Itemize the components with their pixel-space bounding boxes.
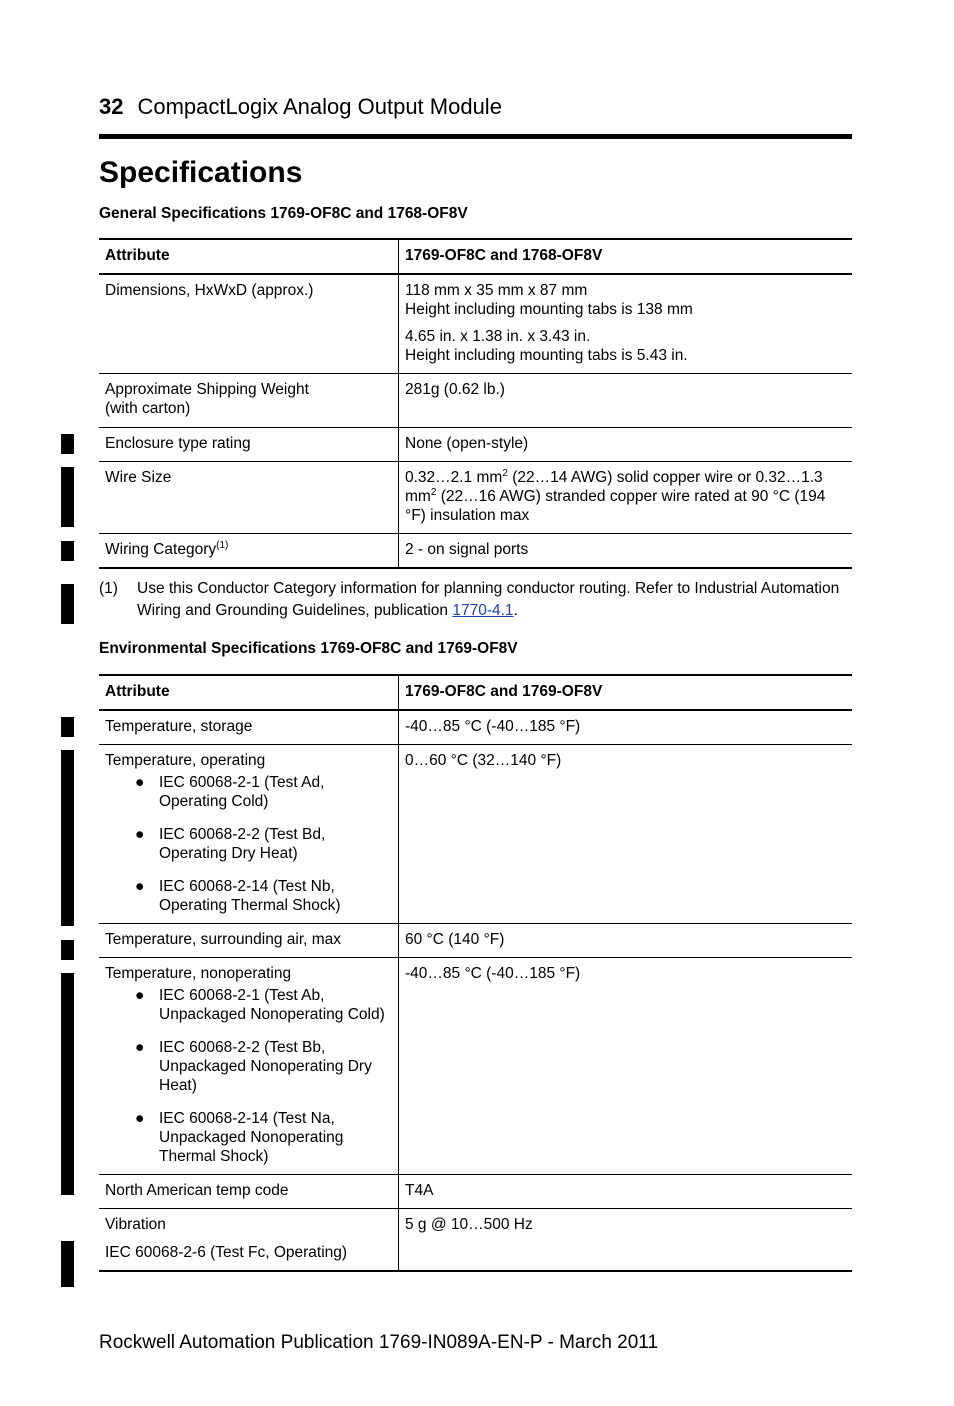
label-line: IEC 60068-2-6 (Test Fc, Operating) [105, 1244, 348, 1261]
row-value: None (open-style) [399, 428, 853, 462]
row-label [99, 1209, 399, 1272]
column-header-attribute: Attribute [99, 239, 399, 274]
bullet-icon: ● [135, 987, 145, 1004]
change-bar [61, 434, 74, 454]
row-value: -40…85 °C (-40…185 °F) [399, 710, 853, 745]
column-header-model: 1769-OF8C and 1769-OF8V [399, 675, 853, 710]
bullet-text: IEC 60068-2-2 (Test Bd, Operating Dry Heat) [159, 826, 326, 862]
row-label: Temperature, storage [99, 710, 399, 745]
change-bar [61, 717, 74, 737]
page-header [99, 94, 502, 120]
bullet-text: IEC 60068-2-14 (Test Na, Unpackaged Nonoperating Thermal Shock) [159, 1110, 344, 1165]
wire-text: (22…16 AWG) stranded copper wire rated at 90 °C (194 °F) insulation max [405, 488, 826, 524]
row-value: 5 g @ 10…500 Hz [399, 1209, 853, 1272]
table-header-row [99, 675, 852, 710]
value-line: Height including mounting tabs is 5.43 in. [405, 347, 688, 364]
table-row [99, 462, 852, 534]
row-value [399, 462, 853, 534]
column-header-model: 1769-OF8C and 1768-OF8V [399, 239, 853, 274]
row-value: 60 °C (140 °F) [399, 924, 853, 958]
change-bar [61, 541, 74, 561]
table-header-row [99, 239, 852, 274]
row-label: Temperature, surrounding air, max [99, 924, 399, 958]
change-bar [61, 467, 74, 527]
change-bar [61, 973, 74, 1195]
footnote-text [137, 578, 852, 622]
column-header-attribute: Attribute [99, 675, 399, 710]
table-row [99, 924, 852, 958]
footnote-number: (1) [99, 580, 118, 597]
value-line: 4.65 in. x 1.38 in. x 3.43 in. [405, 328, 591, 345]
row-value [399, 274, 853, 374]
label-line: (with carton) [105, 400, 191, 417]
row-label [99, 534, 399, 569]
change-bar [61, 584, 74, 624]
general-specs-table [99, 238, 852, 569]
value-line: 118 mm x 35 mm x 87 mm [405, 282, 588, 299]
row-label: Dimensions, HxWxD (approx.) [99, 274, 399, 374]
list-item [105, 825, 392, 863]
row-label: Wire Size [99, 462, 399, 534]
table-row [99, 534, 852, 569]
list-item [105, 1109, 392, 1166]
row-label: Enclosure type rating [99, 428, 399, 462]
row-label [99, 745, 399, 924]
page-footer: Rockwell Automation Publication 1769-IN089A-EN-P - March 2011 [99, 1332, 659, 1353]
wire-text: (22…14 AWG) solid copper wire or 0.32…1.3 mm [405, 469, 823, 505]
row-label: North American temp code [99, 1175, 399, 1209]
bullet-icon: ● [135, 1110, 145, 1127]
general-specs-caption: General Specifications 1769-OF8C and 1768-OF8V [99, 205, 468, 222]
footnote-marker: (1) [216, 539, 229, 551]
list-item [105, 773, 392, 811]
page-number: 32 [99, 94, 124, 119]
bullet-icon: ● [135, 1039, 145, 1056]
superscript: 2 [430, 486, 437, 498]
table-row [99, 428, 852, 462]
row-value: 0…60 °C (32…140 °F) [399, 745, 853, 924]
table-row [99, 745, 852, 924]
change-bar [61, 940, 74, 960]
change-bar [61, 1241, 74, 1287]
environmental-specs-table [99, 674, 852, 1272]
value-line: Height including mounting tabs is 138 mm [405, 301, 693, 318]
row-value: T4A [399, 1175, 853, 1209]
label-line: Temperature, operating [105, 752, 266, 769]
table-row [99, 710, 852, 745]
change-bar [61, 750, 74, 926]
bullet-text: IEC 60068-2-14 (Test Nb, Operating Thermal Shock) [159, 878, 341, 914]
row-value: 2 - on signal ports [399, 534, 853, 569]
bullet-icon: ● [135, 878, 145, 895]
section-title: Specifications [99, 156, 303, 189]
label-line: Approximate Shipping Weight [105, 381, 309, 398]
wire-text: 0.32…2.1 mm [405, 469, 503, 486]
publication-link[interactable]: 1770-4.1 [452, 602, 514, 619]
bullet-icon: ● [135, 774, 145, 791]
header-title: CompactLogix Analog Output Module [137, 94, 502, 119]
list-item [105, 877, 392, 915]
row-value: 281g (0.62 lb.) [399, 374, 853, 428]
table-row [99, 274, 852, 374]
footnote-body: Use this Conductor Category information for planning conductor routing. Refer to Industrial Automation Wiring and Grounding Guidelines, publication [137, 580, 840, 619]
imperial-dimensions [405, 327, 846, 365]
label-line: Temperature, nonoperating [105, 965, 292, 982]
table-row [99, 1175, 852, 1209]
footnote [99, 578, 852, 622]
environmental-specs-caption: Environmental Specifications 1769-OF8C and 1769-OF8V [99, 640, 518, 657]
list-item [105, 1038, 392, 1095]
footnote-end: . [513, 602, 518, 619]
bullet-text: IEC 60068-2-1 (Test Ab, Unpackaged Nonoperating Cold) [159, 987, 385, 1023]
bullet-icon: ● [135, 826, 145, 843]
row-value: -40…85 °C (-40…185 °F) [399, 958, 853, 1175]
table-row [99, 374, 852, 428]
table-row [99, 1209, 852, 1272]
header-rule [99, 134, 852, 139]
table-row [99, 958, 852, 1175]
row-label [99, 958, 399, 1175]
bullet-text: IEC 60068-2-2 (Test Bb, Unpackaged Nonoperating Dry Heat) [159, 1039, 372, 1094]
list-item [105, 986, 392, 1024]
row-label [99, 374, 399, 428]
superscript: 2 [502, 467, 508, 479]
label-text: Wiring Category [105, 541, 217, 558]
metric-dimensions [405, 281, 846, 319]
bullet-text: IEC 60068-2-1 (Test Ad, Operating Cold) [159, 774, 325, 810]
label-line: Vibration [105, 1216, 166, 1233]
